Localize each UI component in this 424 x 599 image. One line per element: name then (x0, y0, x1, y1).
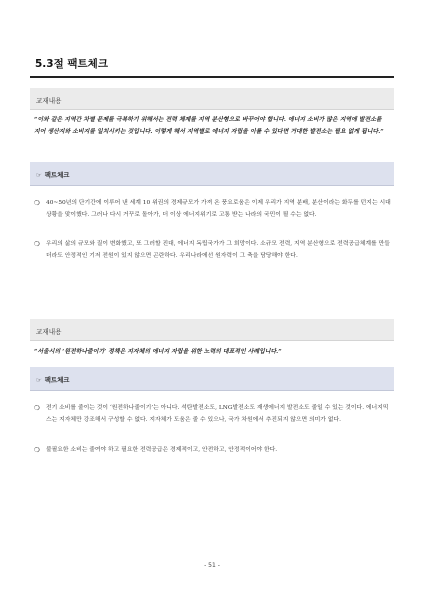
textbook-label-2: 교재내용 (36, 328, 62, 336)
heading-rule (30, 76, 394, 78)
pointing-hand-icon: ☞ (36, 376, 42, 384)
circle-bullet-icon: ❍ (34, 404, 40, 412)
fact-check-bar-2 (30, 367, 394, 391)
textbook-quote-1: “이와 같은 지역간 차별 문제를 극복하기 위해서는 전력 체계를 지역 분산형으로 바꾸어야 합니다. 에너지 소비가 많은 지역에 발전소를 지어 생산지와 소비지를 일치시키는 것입니다. 이렇게 해서 지역별로 에너지 자립을 이룰 수 있다면 거대한 발전소는 필요 없게 됩니다.” (34, 116, 384, 136)
fact-check-label-1: 팩트체크 (44, 171, 70, 179)
list-item-text: 우리의 삶의 규모와 질이 변화했고, 또 그러할 진대, 에너지 독립국가가 그 희망이다. 소규모 전력, 지역 분산형으로 전력공급체계를 만들더라도 안정적인 기저 전원이 있지 않으면 곤란하다. 우리나라에선 원자력이 그 축을 담당해야 한다. (46, 241, 390, 260)
textbook-label-bar-1 (30, 88, 394, 110)
fact-check-bar-1 (30, 162, 394, 186)
page-number: - 51 - (204, 562, 220, 569)
textbook-label-1: 교재내용 (36, 97, 62, 105)
section-heading: 5.3절 팩트체크 (35, 58, 108, 70)
list-item (34, 402, 392, 426)
pointing-hand-icon: ☞ (36, 171, 42, 179)
list-item (34, 444, 392, 456)
list-item-text: 전기 소비를 줄이는 것이 ‘원전하나줄이기’는 아니다. 석탄발전소도, LNG발전소도 재생에너지 발전소도 줄일 수 있는 것이다. 에너지믹스는 지자체만 강조해서 구성할 수 없다. 지자체가 도움은 줄 수 있으나, 국가 차원에서 추진되지 않으면 의미가 없다. (46, 405, 389, 424)
textbook-label-bar-2 (30, 319, 394, 341)
circle-bullet-icon: ❍ (34, 240, 40, 248)
circle-bullet-icon: ❍ (34, 446, 40, 454)
list-item-text: 40~50년의 단기간에 이루어 낸 세계 10 위권의 경제규모가 가져 온 풍요로움은 이제 우리가 지역 분배, 분산이라는 화두를 던지는 시대 상황을 맞이했다. 그러나 다시 거꾸로 돌아가, 더 이상 에너지위기로 고통 받는 나라의 국민이 될 수는 없다. (46, 200, 391, 219)
list-item (34, 238, 392, 262)
fact-check-label-2: 팩트체크 (44, 376, 70, 384)
list-item-text: 불필요한 소비는 줄여야 하고 필요한 전력공급은 경제적이고, 안전하고, 안정적이어야 한다. (46, 447, 278, 453)
textbook-quote-2: “서울시의 ‘원전하나줄이기’ 정책은 지자체의 에너지 자립을 위한 노력의 대표적인 사례입니다.” (34, 348, 282, 355)
list-item (34, 197, 392, 221)
circle-bullet-icon: ❍ (34, 199, 40, 207)
